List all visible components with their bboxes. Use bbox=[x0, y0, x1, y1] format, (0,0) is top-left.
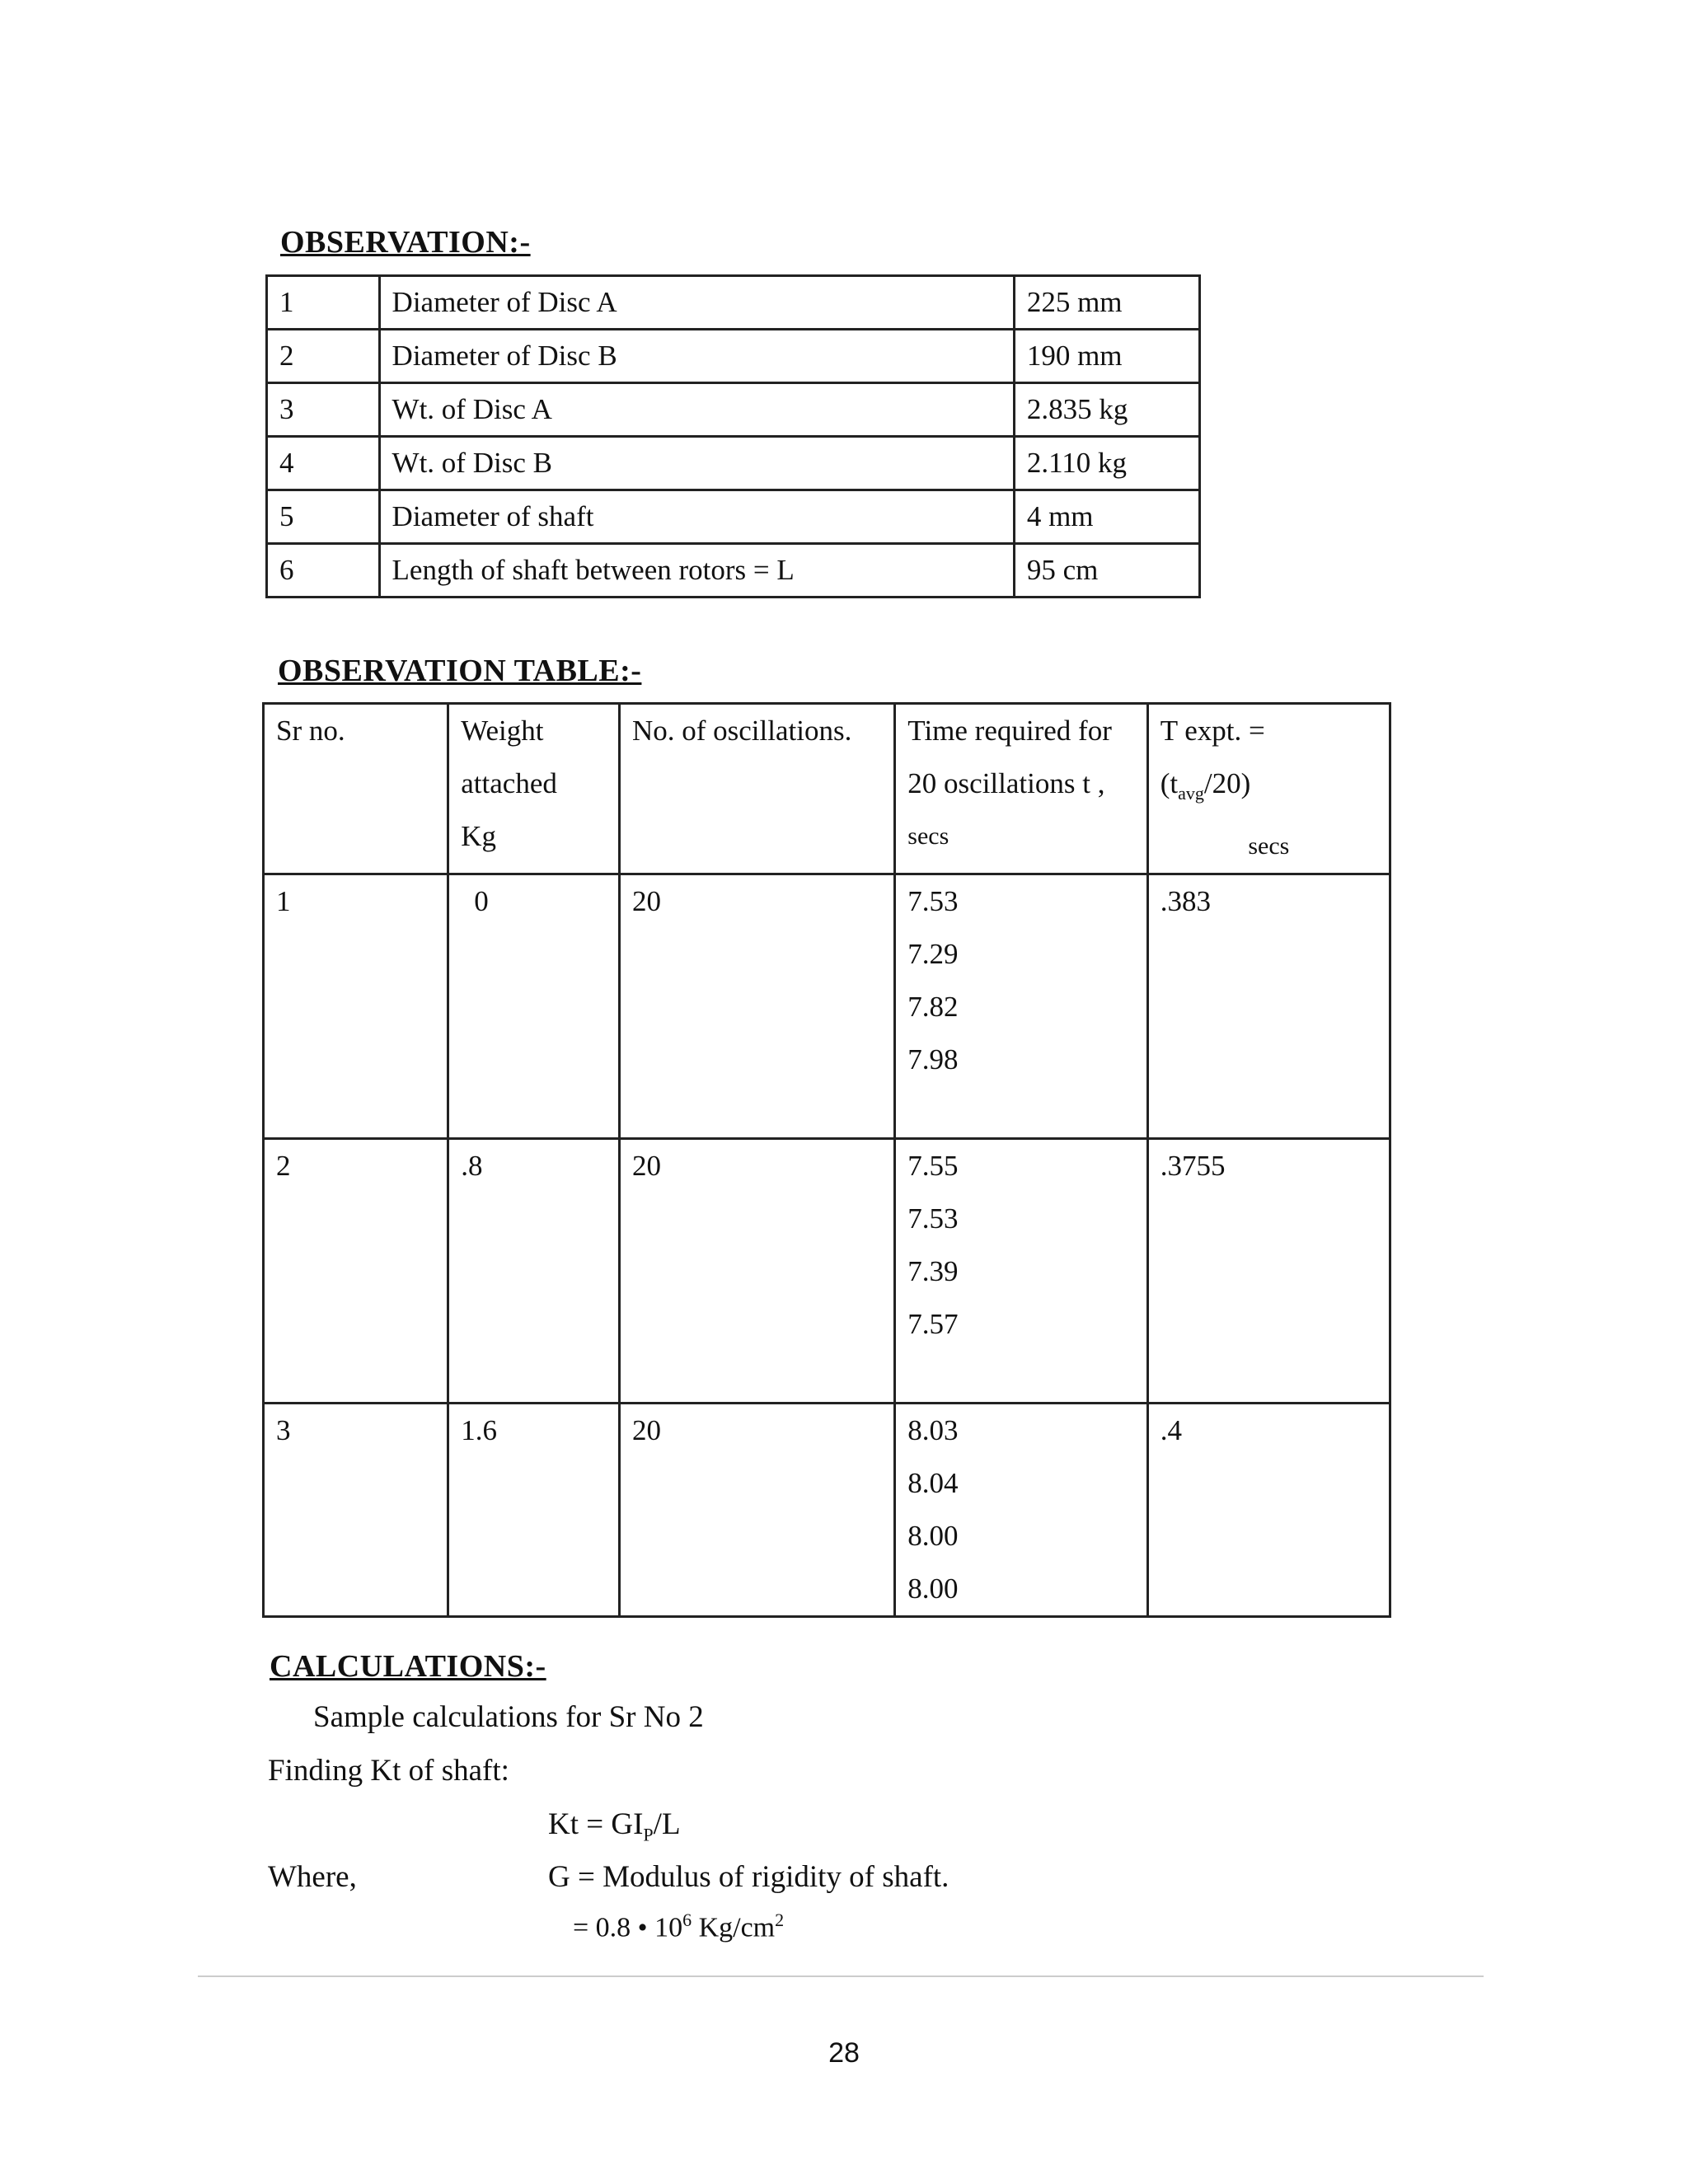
observation-heading: OBSERVATION:- bbox=[280, 225, 531, 260]
table-header-row bbox=[264, 704, 1390, 874]
cell-times bbox=[895, 874, 1147, 1139]
sample-calc-text: Sample calculations for Sr No 2 bbox=[313, 1700, 704, 1734]
table-row bbox=[267, 383, 1200, 437]
g-definition: G = Modulus of rigidity of shaft. bbox=[548, 1860, 950, 1894]
header-weight-line: Weight bbox=[461, 715, 544, 747]
g-value-unit: Kg/cm bbox=[692, 1912, 776, 1943]
time-value: 8.04 bbox=[907, 1467, 959, 1499]
row-value: 4 mm bbox=[1014, 490, 1199, 544]
g-value bbox=[573, 1910, 784, 1943]
calculations-heading: CALCULATIONS:- bbox=[270, 1649, 546, 1684]
time-value: 7.55 bbox=[907, 1150, 959, 1182]
row-number: 2 bbox=[267, 330, 380, 383]
row-value: 95 cm bbox=[1014, 544, 1199, 598]
formula-part: /20) bbox=[1203, 767, 1251, 799]
time-value: 7.53 bbox=[907, 885, 959, 917]
cell-weight: .8 bbox=[448, 1139, 620, 1404]
table-row bbox=[267, 437, 1200, 490]
table-row bbox=[264, 874, 1390, 1139]
table-row bbox=[264, 1139, 1390, 1404]
footer-divider bbox=[198, 1975, 1484, 1977]
header-t-symbol: T bbox=[1160, 715, 1178, 747]
header-time-line: Time required for bbox=[907, 715, 1112, 747]
time-value: 7.29 bbox=[907, 938, 959, 970]
header-time-line: 20 oscillations t , bbox=[907, 767, 1105, 799]
formula-subscript: avg bbox=[1178, 783, 1204, 804]
header-expt: expt. bbox=[1184, 715, 1242, 747]
row-description: Diameter of shaft bbox=[379, 490, 1014, 544]
where-label: Where, bbox=[268, 1860, 357, 1894]
row-value: 2.110 kg bbox=[1014, 437, 1199, 490]
cell-t: .4 bbox=[1147, 1404, 1390, 1617]
table-row bbox=[267, 490, 1200, 544]
header-t-formula bbox=[1160, 757, 1377, 820]
time-value: 7.98 bbox=[907, 1043, 959, 1076]
cell-osc: 20 bbox=[619, 874, 894, 1139]
row-number: 6 bbox=[267, 544, 380, 598]
cell-weight: 0 bbox=[448, 874, 620, 1139]
cell-t: .383 bbox=[1147, 874, 1390, 1139]
time-value: 8.03 bbox=[907, 1414, 959, 1446]
cell-sr: 1 bbox=[264, 874, 448, 1139]
cell-times bbox=[895, 1404, 1147, 1617]
table-row bbox=[264, 1404, 1390, 1617]
kt-formula bbox=[548, 1807, 681, 1845]
finding-kt-text: Finding Kt of shaft: bbox=[268, 1754, 509, 1788]
row-description: Wt. of Disc A bbox=[379, 383, 1014, 437]
cell-sr: 3 bbox=[264, 1404, 448, 1617]
row-number: 3 bbox=[267, 383, 380, 437]
formula-part: /L bbox=[653, 1807, 681, 1841]
row-description: Diameter of Disc A bbox=[379, 276, 1014, 330]
time-value: 7.53 bbox=[907, 1202, 959, 1235]
time-value: 7.39 bbox=[907, 1255, 959, 1287]
row-description: Diameter of Disc B bbox=[379, 330, 1014, 383]
cell-osc: 20 bbox=[619, 1139, 894, 1404]
cell-weight: 1.6 bbox=[448, 1404, 620, 1617]
row-number: 4 bbox=[267, 437, 380, 490]
time-value: 8.00 bbox=[907, 1572, 959, 1605]
row-number: 5 bbox=[267, 490, 380, 544]
formula-part: Kt = GI bbox=[548, 1807, 644, 1841]
header-time bbox=[895, 704, 1147, 874]
table-row bbox=[267, 544, 1200, 598]
row-value: 190 mm bbox=[1014, 330, 1199, 383]
header-sr-no: Sr no. bbox=[264, 704, 448, 874]
header-weight bbox=[448, 704, 620, 874]
cell-sr: 2 bbox=[264, 1139, 448, 1404]
header-oscillations: No. of oscillations. bbox=[619, 704, 894, 874]
formula-part: (t bbox=[1160, 767, 1179, 799]
g-value-exponent: 6 bbox=[682, 1910, 692, 1930]
g-value-part: = 0.8 • 10 bbox=[573, 1912, 683, 1943]
row-number: 1 bbox=[267, 276, 380, 330]
table-row bbox=[267, 330, 1200, 383]
observation-table bbox=[265, 274, 1201, 598]
row-value: 2.835 kg bbox=[1014, 383, 1199, 437]
row-description: Wt. of Disc B bbox=[379, 437, 1014, 490]
g-value-unit-exponent: 2 bbox=[775, 1910, 785, 1930]
row-description: Length of shaft between rotors = L bbox=[379, 544, 1014, 598]
oscillation-table bbox=[262, 702, 1391, 1618]
cell-times bbox=[895, 1139, 1147, 1404]
header-weight-line: Kg bbox=[461, 820, 497, 852]
table-row bbox=[267, 276, 1200, 330]
time-value: 7.57 bbox=[907, 1308, 959, 1340]
observation-table-heading: OBSERVATION TABLE:- bbox=[278, 654, 642, 688]
formula-subscript: P bbox=[643, 1824, 654, 1845]
header-t-unit: secs bbox=[1248, 832, 1290, 860]
header-weight-line: attached bbox=[461, 767, 557, 799]
cell-t: .3755 bbox=[1147, 1139, 1390, 1404]
header-time-line: secs bbox=[907, 823, 950, 850]
cell-osc: 20 bbox=[619, 1404, 894, 1617]
time-value: 8.00 bbox=[907, 1520, 959, 1552]
header-t-expt bbox=[1147, 704, 1390, 874]
header-t-expt-line bbox=[1160, 705, 1377, 757]
header-equals: = bbox=[1248, 715, 1265, 747]
row-value: 225 mm bbox=[1014, 276, 1199, 330]
page-number: 28 bbox=[828, 2037, 860, 2069]
time-value: 7.82 bbox=[907, 991, 959, 1023]
